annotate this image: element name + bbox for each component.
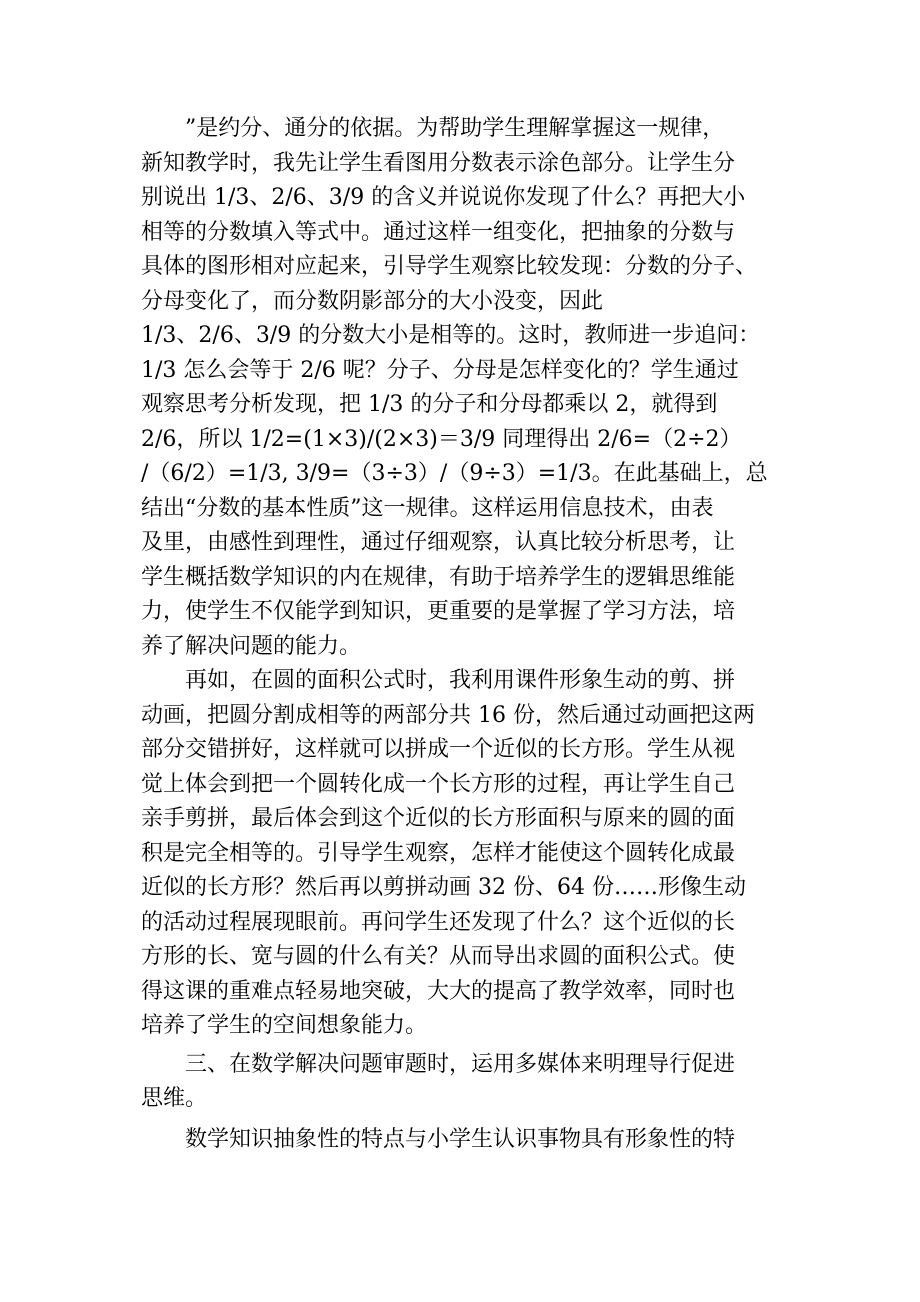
document-page xyxy=(141,112,781,1157)
text-line: 力，使学生不仅能学到知识，更重要的是掌握了学习方法，培 xyxy=(141,599,736,624)
text-line: ”是约分、通分的依据。为帮助学生理解掌握这一规律， xyxy=(185,116,725,141)
text-line: 数学知识抽象性的特点与小学生认识事物具有形象性的特 xyxy=(185,1126,736,1152)
text-line: 亲手剪拼，最后体会到这个近似的长方形面积与原来的圆的面 xyxy=(141,806,736,831)
text-line: 近似的长方形？然后再以剪拼动画 32 份、64 份……形像生动 xyxy=(141,875,746,900)
text-line: 观察思考分析发现，把 1/3 的分子和分母都乘以 2，就得到 xyxy=(141,392,718,417)
paragraph-abstract-nature xyxy=(141,1123,781,1158)
paragraph-fraction-property xyxy=(141,112,781,664)
text-line: 养了解决问题的能力。 xyxy=(141,633,362,659)
text-line: 觉上体会到把一个圆转化成一个长方形的过程，再让学生自己 xyxy=(141,771,736,797)
text-line: 得这课的重难点轻易地突破，大大的提高了教学效率，同时也 xyxy=(141,978,736,1004)
text-line: 新知教学时，我先让学生看图用分数表示涂色部分。让学生分 xyxy=(141,150,736,176)
text-line: 学生概括数学知识的内在规律，有助于培养学生的逻辑思维能 xyxy=(141,564,736,590)
paragraph-circle-area xyxy=(141,664,781,1044)
text-line: 结出“分数的基本性质”这一规律。这样运用信息技术，由表 xyxy=(141,495,714,521)
text-line: 及里，由感性到理性，通过仔细观察，认真比较分析思考，让 xyxy=(141,530,736,555)
text-line: 1/3 怎么会等于 2/6 呢？分子、分母是怎样变化的？学生通过 xyxy=(141,357,739,383)
text-line: 动画，把圆分割成相等的两部分共 16 份，然后通过动画把这两 xyxy=(141,702,755,728)
text-line: 三、在数学解决问题审题时，运用多媒体来明理导行促进 xyxy=(185,1051,736,1077)
text-line: 别说出 1/3、2/6、3/9 的含义并说说你发现了什么？再把大小 xyxy=(141,185,746,210)
text-line: 再如，在圆的面积公式时，我利用课件形象生动的剪、拼 xyxy=(185,668,736,693)
text-line: 1/3、2/6、3/9 的分数大小是相等的。这时，教师进一步追问： xyxy=(141,323,761,348)
text-line: /（6/2）=1/3, 3/9=（3÷3）/（9÷3）=1/3。在此基础上，总 xyxy=(141,461,768,486)
text-line: 方形的长、宽与圆的什么有关？从而导出求圆的面积公式。使 xyxy=(141,944,736,969)
section-heading-three xyxy=(141,1048,781,1117)
text-line: 具体的图形相对应起来，引导学生观察比较发现：分数的分子、 xyxy=(141,254,758,279)
text-line: 培养了学生的空间想象能力。 xyxy=(141,1013,428,1038)
text-line: 积是完全相等的。引导学生观察，怎样才能使这个圆转化成最 xyxy=(141,840,736,866)
text-line: 相等的分数填入等式中。通过这样一组变化，把抽象的分数与 xyxy=(141,219,736,245)
text-line: 的活动过程展现眼前。再问学生还发现了什么？这个近似的长 xyxy=(141,909,736,935)
text-line: 分母变化了，而分数阴影部分的大小没变，因此 xyxy=(141,288,604,314)
text-line: 思维。 xyxy=(141,1086,208,1111)
text-line: 部分交错拼好，这样就可以拼成一个近似的长方形。学生从视 xyxy=(141,737,736,762)
text-line: 2/6，所以 1/2=(1×3)/(2×3)＝3/9 同理得出 2/6=（2÷2） xyxy=(141,426,742,452)
